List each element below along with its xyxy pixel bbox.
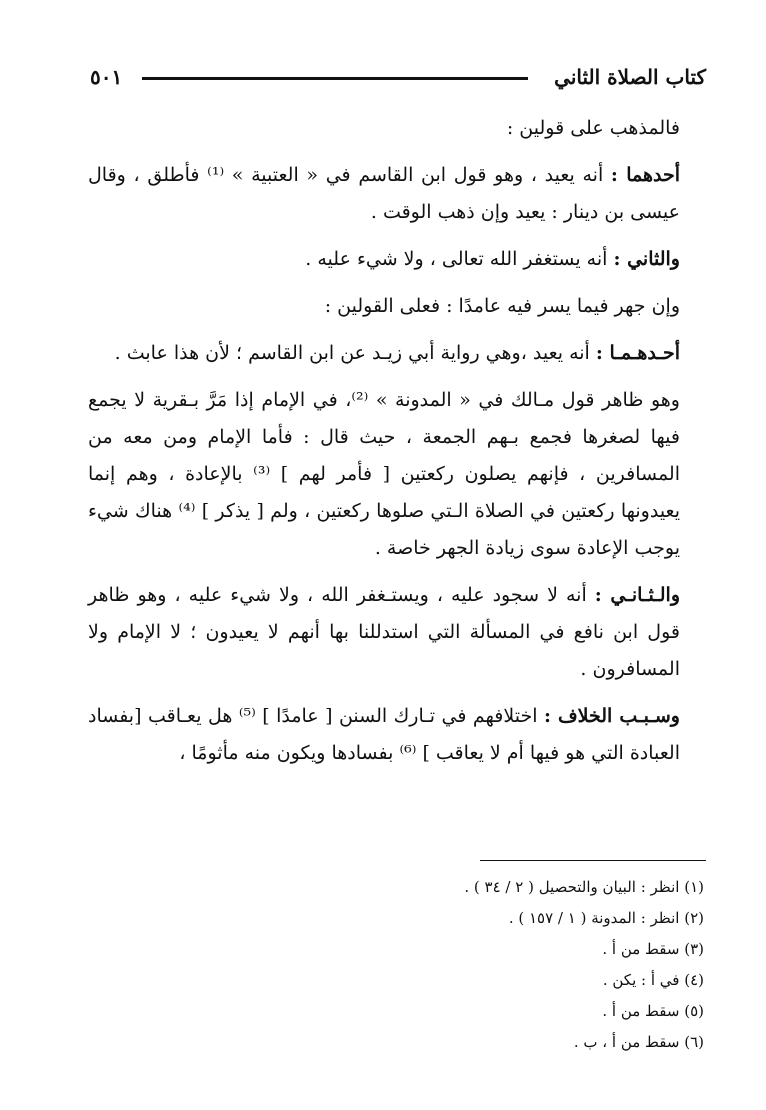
paragraph-text: وإن جهر فيما يسر فيه عامدًا : فعلى القولين : [324, 295, 680, 317]
paragraph-lead: والـثـانـي : [594, 584, 681, 606]
paragraph-8 [88, 698, 708, 772]
paragraph-4 [88, 288, 708, 325]
running-header [90, 62, 706, 96]
paragraph-3 [88, 241, 708, 278]
footnote-3: (٣) سقط من أ . [602, 940, 704, 958]
paragraph-6 [88, 382, 708, 567]
paragraph-text: اختلافهم في تـارك السنن [ عامدًا ] ⁽⁵⁾ هل يعـاقب [بفساد العبادة التي هو فيها أم لا يعاقب ] ⁽⁶⁾ بفسادها ويكون منه مأثومًا ، [88, 705, 680, 764]
paragraph-text: أنه لا سجود عليه ، ويستـغفر الله ، ولا شيء عليه ، وهو ظاهر قول ابن نافع في المسألة التي استدللنا بها أنهم لا يعيدون ؛ لا الإمام ولا المسافرون . [88, 584, 680, 680]
paragraph-text: فالمذهب على قولين : [506, 117, 680, 139]
paragraph-7 [88, 577, 708, 688]
main-text [88, 110, 708, 782]
paragraph-1 [88, 110, 708, 147]
page-number: ٥٠١ [90, 65, 123, 89]
paragraph-text: وهو ظاهر قول مـالك في « المدونة » ⁽²⁾، في الإمام إذا مَرَّ بـقرية لا يجمع فيها لصغرها فجمع بـهم الجمعة ، حيث قال : فأما الإمام ومن معه من المسافرين ، فإنهم يصلون ركعتين [ فأمر لهم ] ⁽³⁾ بالإعادة ، وهم إنما يعيدونها ركعتين في الصلاة الـتي صلوها ركعتين ، ولم [ يذكر ] ⁽⁴⁾ هناك شيء يوجب الإعادة سوى زيادة الجهر خاصة . [88, 389, 681, 559]
paragraph-lead: أحدهما : [610, 164, 680, 186]
paragraph-5 [88, 335, 708, 372]
footnote-4: (٤) في أ : يكن . [602, 971, 704, 989]
paragraph-lead: والثاني : [613, 248, 680, 270]
paragraph-text: أنه يستغفر الله تعالى ، ولا شيء عليه . [305, 248, 614, 270]
paragraph-2 [88, 157, 708, 231]
footnote-2: (٢) انظر : المدونة ( ١ / ١٥٧ ) . [508, 909, 704, 927]
footnote-1: (١) انظر : البيان والتحصيل ( ٢ / ٣٤ ) . [464, 878, 704, 896]
footnote-5: (٥) سقط من أ . [602, 1002, 704, 1020]
chapter-title: كتاب الصلاة الثاني [554, 65, 706, 89]
paragraph-text: أنه يعيد ،وهي رواية أبي زيـد عن ابن القاسم ؛ لأن هذا عابث . [114, 342, 596, 364]
paragraph-lead: وسـبـب الخلاف : [543, 705, 680, 727]
footnote-separator [480, 860, 706, 861]
footnote-6: (٦) سقط من أ ، ب . [573, 1033, 704, 1051]
paragraph-text: أنه يعيد ، وهو قول ابن القاسم في « العتبية » ⁽¹⁾ فأطلق ، وقال عيسى بن دينار : يعيد وإن ذهب الوقت . [88, 164, 680, 223]
paragraph-lead: أحـدهـمـا : [595, 342, 680, 364]
footnotes [88, 872, 704, 1058]
header-rule [142, 77, 528, 80]
